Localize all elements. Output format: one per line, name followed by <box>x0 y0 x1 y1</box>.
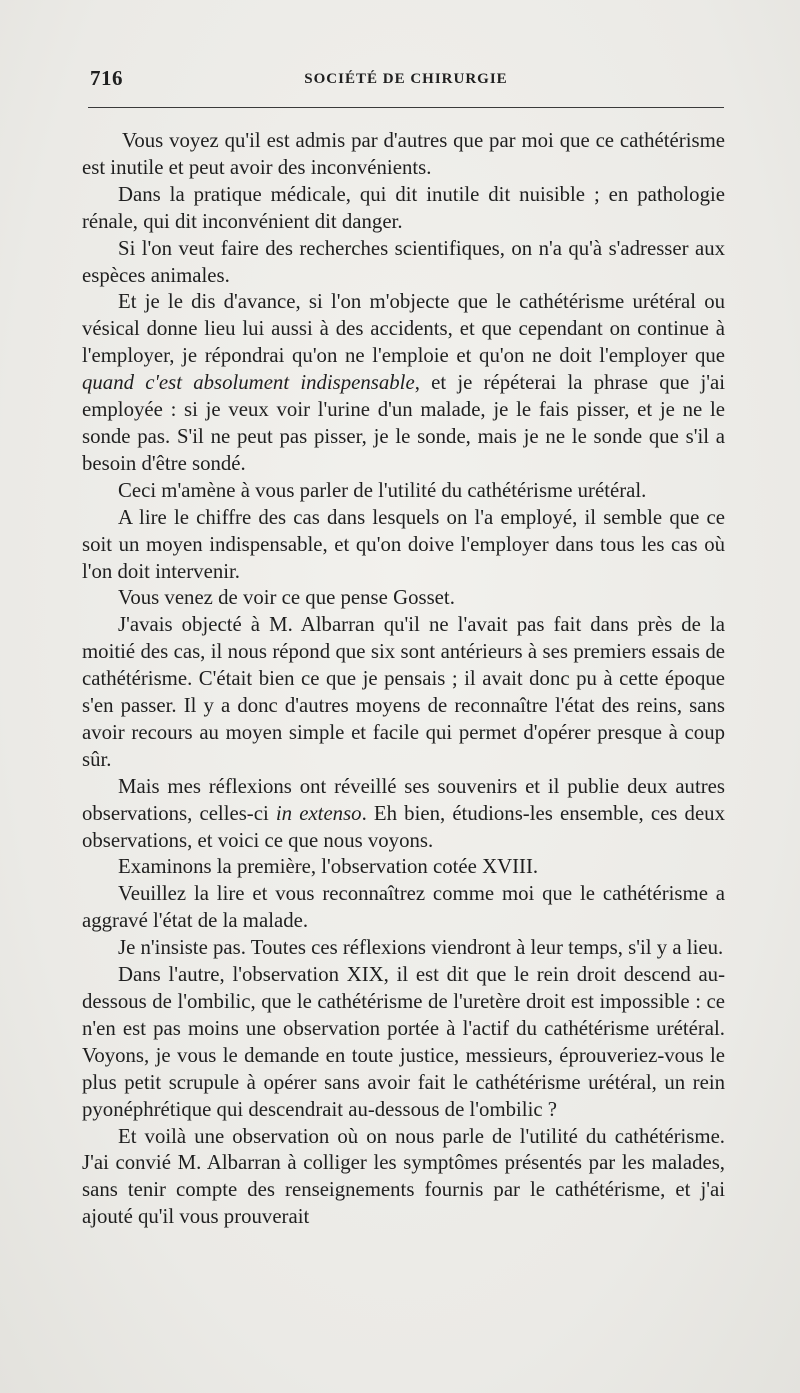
body-text <box>82 128 725 1231</box>
paragraph-text: Et je le dis d'avance, si l'on m'objecte que le cathétérisme urétéral ou vésical donne lieu lui aussi à des accidents, et que cependant on continue à l'employer, je répondrai qu'on ne l'emploie et qu'on ne doit l'employer que <box>82 290 725 368</box>
paragraph: Si l'on veut faire des recherches scientifiques, on n'a qu'à s'adresser aux espèces animales. <box>82 236 725 287</box>
paragraph: Examinons la première, l'observation cotée XVIII. <box>118 855 539 879</box>
paragraph: Vous venez de voir ce que pense Gosset. <box>118 586 455 610</box>
paragraph: J'avais objecté à M. Albarran qu'il ne l'avait pas fait dans près de la moitié des cas, il nous répond que six sont antérieurs à ses premiers essais de cathétérisme. C'était bien ce que je pensais ; il avait donc pu à cette époque s'en passer. Il y a donc d'autres moyens de reconnaître l'état des reins, sans avoir recours au moyen simple et facile qui permet d'opérer presque à coup sûr. <box>82 613 725 771</box>
paragraph-text: , et je répéterai la phrase que j'ai employée : si je veux voir l'urine d'un malade, je le fais pisser, et je ne le sonde pas. S'il ne peut pas pisser, je le sonde, mais je ne le sonde que s'il a besoin d'être sondé. <box>82 371 725 475</box>
paragraph <box>82 774 725 855</box>
paragraph: Dans l'autre, l'observation XIX, il est dit que le rein droit descend au-dessous de l'ombilic, que le cathétérisme de l'uretère droit est impossible : ce n'en est pas moins une observation portée à l'actif du cathétérisme urétéral. Voyons, je vous le demande en toute justice, messieurs, éprouveriez-vous le plus petit scrupule à opérer sans avoir fait le cathétérisme urétéral, un rein pyonéphrétique qui descendrait au-dessous de l'ombilic ? <box>82 963 725 1121</box>
italic-phrase: quand c'est absolument indispensable <box>82 371 415 395</box>
page-number: 716 <box>90 66 123 90</box>
paragraph <box>82 289 725 477</box>
running-head: SOCIÉTÉ DE CHIRURGIE <box>304 71 508 87</box>
paragraph: Veuillez la lire et vous reconnaîtrez comme moi que le cathétérisme a aggravé l'état de la malade. <box>82 882 725 933</box>
italic-phrase: in extenso <box>275 801 362 825</box>
header-rule <box>88 107 724 108</box>
paragraph: Ceci m'amène à vous parler de l'utilité du cathétérisme urétéral. <box>118 478 647 502</box>
paragraph: Vous voyez qu'il est admis par d'autres que par moi que ce cathétérisme est inutile et peut avoir des inconvénients. <box>82 129 725 179</box>
paragraph: Et voilà une observation où on nous parle de l'utilité du cathétérisme. J'ai convié M. Albarran à colliger les symptômes présentés par les malades, sans tenir compte des renseignements fournis par le cathétérisme, et j'ai ajouté qu'il vous prouverait <box>82 1124 725 1229</box>
page-header <box>90 66 722 96</box>
paragraph-text: . Eh bien, étudions-les ensemble, ces deux observations, et voici ce que nous voyons. <box>82 801 725 852</box>
paragraph: A lire le chiffre des cas dans lesquels on l'a employé, il semble que ce soit un moyen indispensable, et qu'on doive l'employer dans tous les cas où l'on doit intervenir. <box>82 505 725 583</box>
paragraph-text: Mais mes réflexions ont réveillé ses souvenirs et il publie deux autres observations, celles-ci <box>82 774 725 825</box>
paragraph: Je n'insiste pas. Toutes ces réflexions viendront à leur temps, s'il y a lieu. <box>118 936 724 960</box>
paragraph: Dans la pratique médicale, qui dit inutile dit nuisible ; en pathologie rénale, qui dit inconvénient dit danger. <box>82 182 725 233</box>
